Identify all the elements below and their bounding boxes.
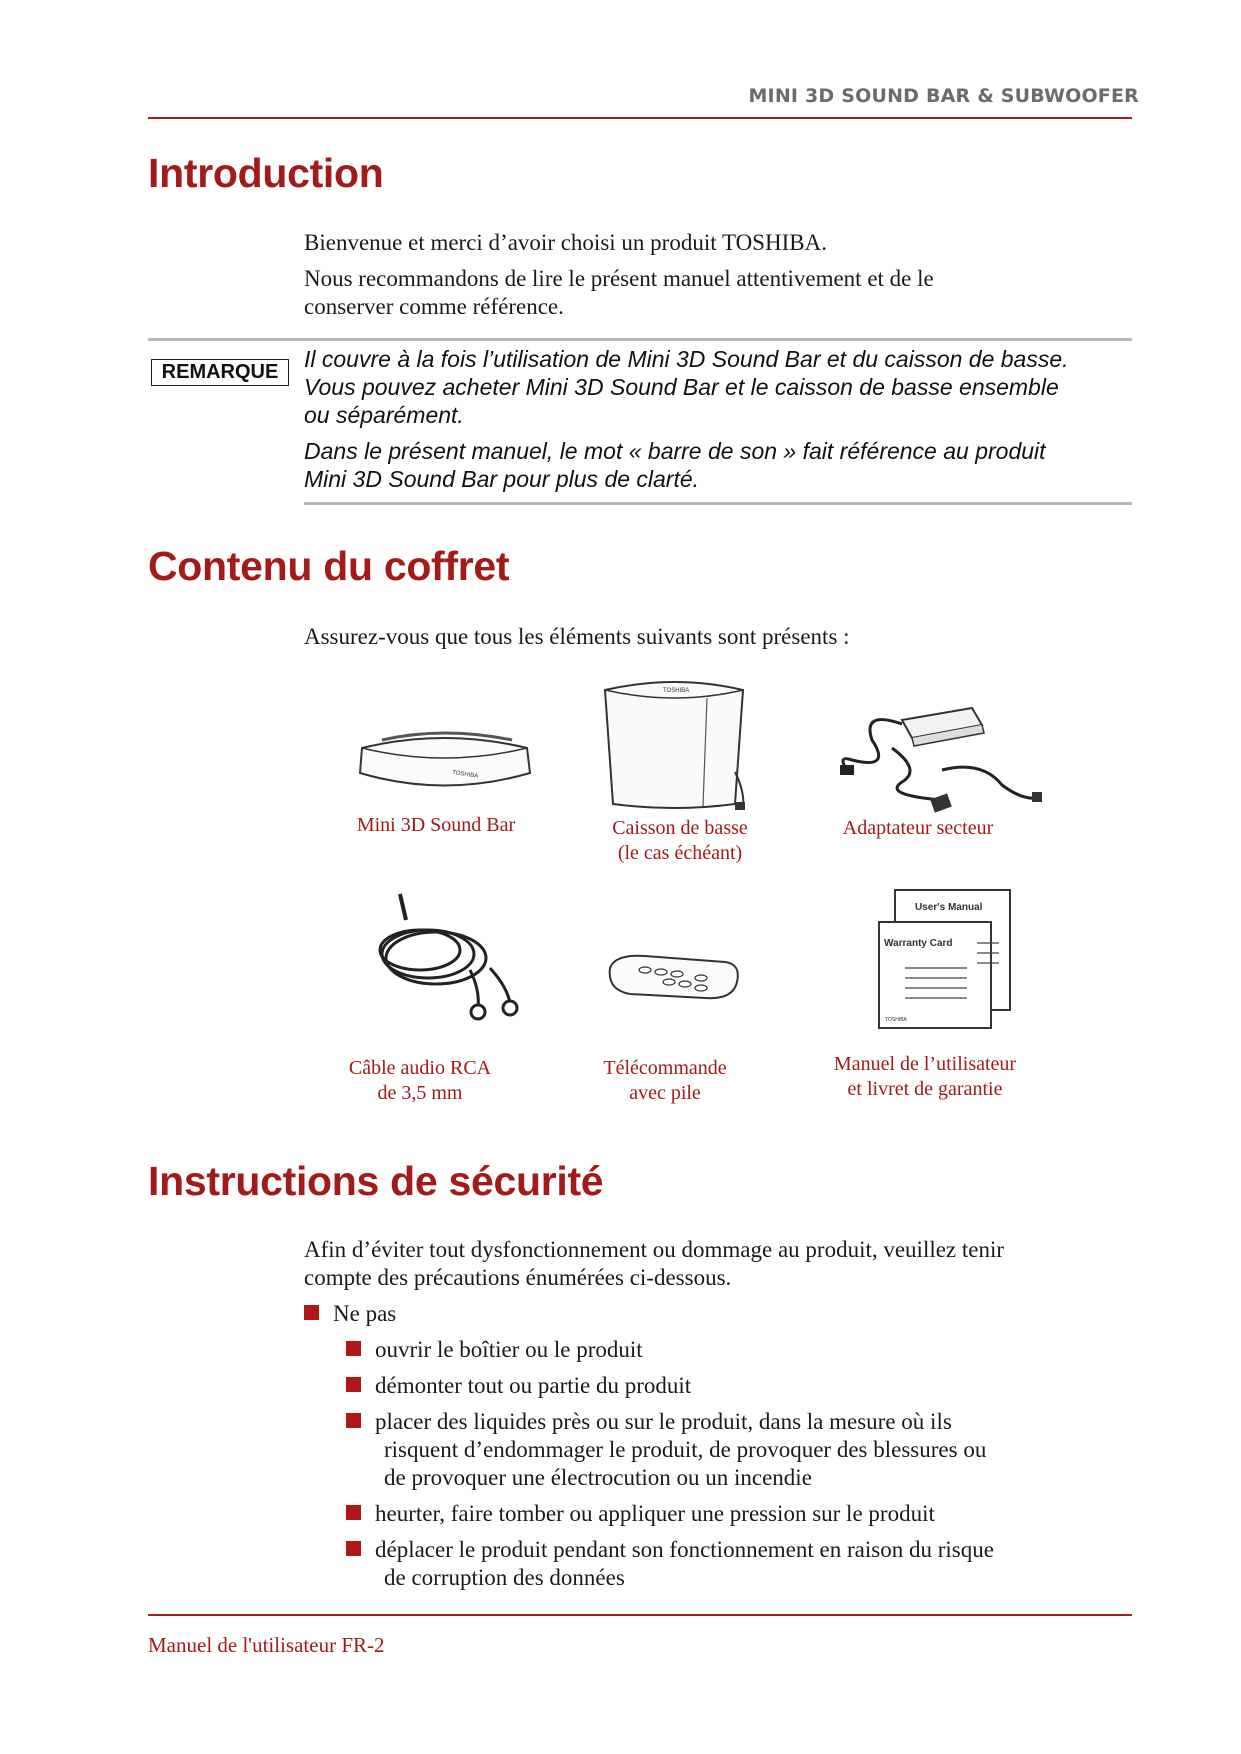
subwoofer-illustration xyxy=(595,672,760,817)
square-bullet-icon xyxy=(346,1377,361,1392)
header-rule xyxy=(148,117,1132,119)
note-label: REMARQUE xyxy=(151,359,289,386)
square-bullet-icon xyxy=(346,1505,361,1520)
safety-sub-item-2: démonter tout ou partie du produit xyxy=(346,1372,691,1400)
intro-recommend xyxy=(304,265,934,321)
rca-cable-illustration xyxy=(360,890,530,1025)
safety-sub-item-1: ouvrir le boîtier ou le produit xyxy=(346,1336,643,1364)
safety-intro-line2: compte des précautions énumérées ci-dessous. xyxy=(304,1265,732,1290)
safety-sub-item-5: déplacer le produit pendant son fonctionnement en raison du risque de corruption des données xyxy=(346,1536,994,1592)
caption-rca-cable: Câble audio RCA de 3,5 mm xyxy=(348,1057,492,1104)
square-bullet-icon xyxy=(346,1341,361,1356)
warranty-card-text: Warranty Card xyxy=(884,938,953,949)
caption-ac-adapter: Adaptateur secteur xyxy=(842,817,994,839)
running-header: MINI 3D SOUND BAR & SUBWOOFER xyxy=(748,85,1139,107)
intro-recommend-line1: Nous recommandons de lire le présent manuel attentivement et de le xyxy=(304,266,934,291)
heading-introduction: Introduction xyxy=(148,150,384,196)
caption-remote: Télécommande avec pile xyxy=(603,1057,727,1104)
note1-line3: ou séparément. xyxy=(304,402,464,428)
sound-bar-brand: TOSHIBA xyxy=(451,770,479,780)
note2-line2: Mini 3D Sound Bar pour plus de clarté. xyxy=(304,466,700,492)
note-paragraph-2 xyxy=(304,437,1134,493)
ac-adapter-illustration xyxy=(832,700,1047,815)
caption-manual: Manuel de l’utilisateur et livret de garantie xyxy=(833,1053,1017,1100)
manual-brand: TOSHIBA xyxy=(885,1017,907,1023)
note-paragraph-1 xyxy=(304,345,1134,429)
note1-line1: Il couvre à la fois l’utilisation de Mini 3D Sound Bar et du caisson de basse. xyxy=(304,346,1069,372)
safety-sub-item-4: heurter, faire tomber ou appliquer une pression sur le produit xyxy=(346,1500,935,1528)
note-bottom-rule xyxy=(304,502,1132,505)
heading-safety: Instructions de sécurité xyxy=(148,1158,604,1204)
footer-text: Manuel de l'utilisateur FR-2 xyxy=(148,1633,385,1657)
heading-box-contents: Contenu du coffret xyxy=(148,543,510,589)
sound-bar-illustration xyxy=(352,718,537,803)
remote-illustration xyxy=(605,948,745,1008)
box-contents-intro: Assurez-vous que tous les éléments suivants sont présents : xyxy=(304,624,850,649)
square-bullet-icon xyxy=(346,1413,361,1428)
users-manual-text: User's Manual xyxy=(915,902,983,913)
footer-rule xyxy=(148,1614,1132,1616)
caption-subwoofer: Caisson de basse (le cas échéant) xyxy=(612,817,748,864)
note2-line1: Dans le présent manuel, le mot « barre de son » fait référence au produit xyxy=(304,438,1046,464)
note1-line2: Vous pouvez acheter Mini 3D Sound Bar et le caisson de basse ensemble xyxy=(304,374,1059,400)
caption-sound-bar: Mini 3D Sound Bar xyxy=(356,814,516,836)
intro-welcome: Bienvenue et merci d’avoir choisi un produit TOSHIBA. xyxy=(304,230,827,255)
square-bullet-icon xyxy=(346,1541,361,1556)
safety-intro xyxy=(304,1236,1004,1292)
square-bullet-icon xyxy=(304,1305,319,1320)
manual-warranty-illustration xyxy=(865,888,1015,1030)
safety-top-item: Ne pas xyxy=(304,1300,396,1328)
safety-sub-item-3: placer des liquides près ou sur le produit, dans la mesure où ils risquent d’endommager le produit, de provoquer des blessures ou de provoquer une électrocution ou un incendie xyxy=(346,1408,986,1492)
subwoofer-brand: TOSHIBA xyxy=(663,688,690,694)
note-top-rule xyxy=(148,338,1132,341)
safety-intro-line1: Afin d’éviter tout dysfonctionnement ou dommage au produit, veuillez tenir xyxy=(304,1237,1005,1262)
intro-recommend-line2: conserver comme référence. xyxy=(304,294,564,319)
